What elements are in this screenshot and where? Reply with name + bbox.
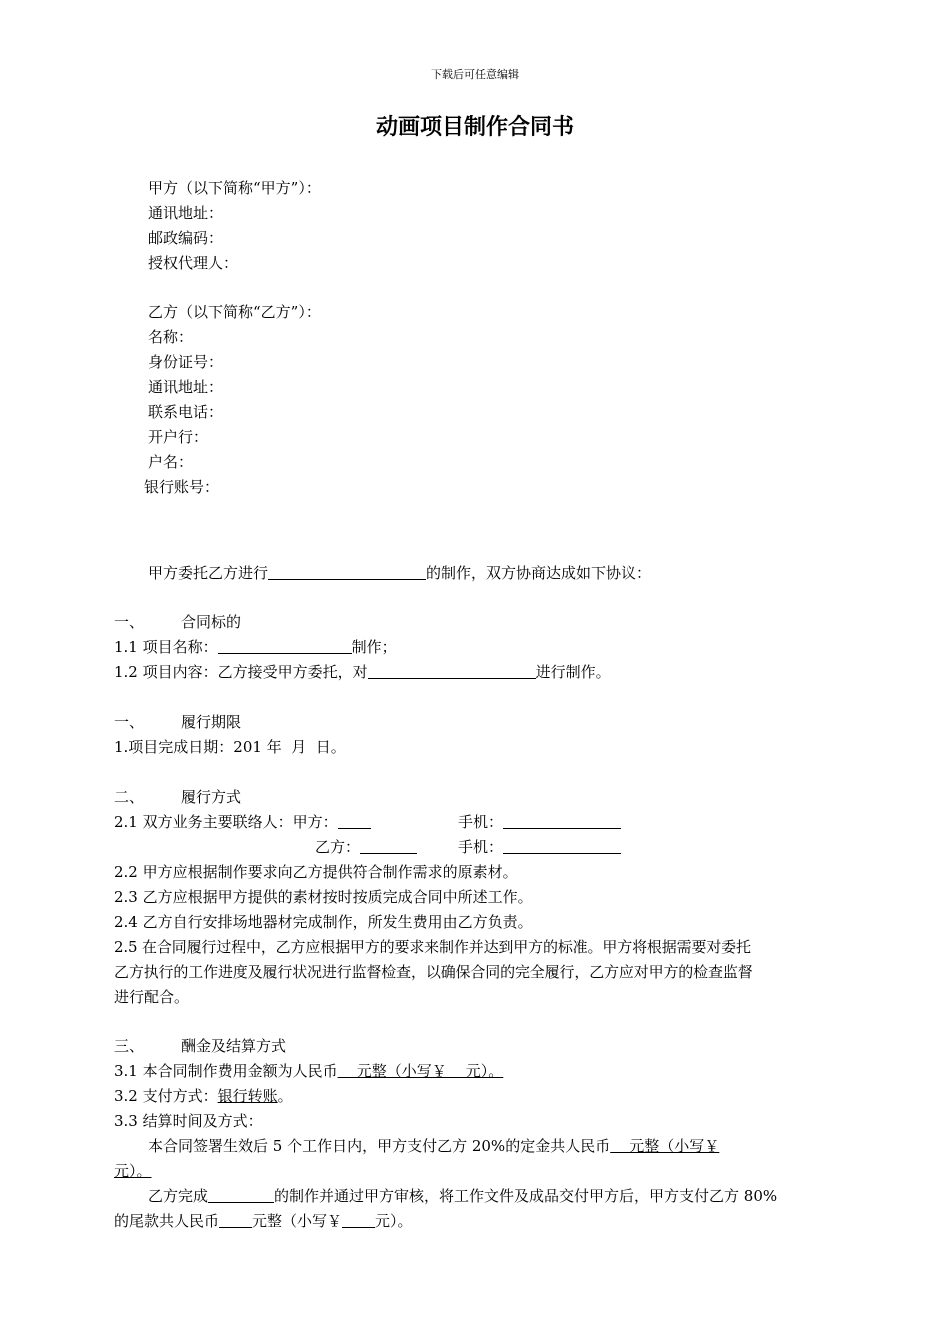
party-b-account-no: 银行账号： [144,478,220,496]
deposit-line2: 元）。 [114,1162,152,1180]
item-1-2: 1.2 项目内容：乙方接受甲方委托，对 进行制作。 [114,663,611,681]
party-b-bank: 开户行： [148,428,209,446]
final-line2: 的尾款共人民币 元整（小写￥ 元）。 [114,1212,413,1230]
party-b-address: 通讯地址： [148,378,224,396]
mobile-b-blank [503,839,621,854]
contact-b: 乙方： [315,837,417,857]
party-b-label: 乙方（以下简称“乙方”）： [148,303,321,321]
item-4-2: 3.2 支付方式：银行转账。 [114,1087,293,1105]
party-a-agent: 授权代理人： [148,254,239,272]
item-4-1: 3.1 本合同制作费用金额为人民币 元整（小写￥ 元）。 [114,1062,504,1080]
deliverable-blank [208,1188,274,1203]
section-2-heading: 履行期限 [181,713,242,731]
section-3-heading: 履行方式 [181,788,242,806]
section-4-heading: 酬金及结算方式 [181,1037,287,1055]
item-3-5-line3: 进行配合。 [114,988,190,1006]
document-title: 动画项目制作合同书 [375,115,574,140]
party-a-address: 通讯地址： [148,204,224,222]
final-line1: 乙方完成 的制作并通过甲方审核，将工作文件及成品交付甲方后，甲方支付乙方 80% [148,1187,778,1205]
party-b-account-name: 户名： [148,453,194,471]
party-b-name: 名称： [148,328,194,346]
header-note: 下载后可任意编辑 [431,68,519,81]
item-1-1: 1.1 项目名称： 制作； [114,638,397,656]
party-b-phone: 联系电话： [148,403,224,421]
final-amount-small-blank [342,1213,375,1228]
intro-line: 甲方委托乙方进行 的制作，双方协商达成如下协议： [148,564,652,582]
project-name-blank [218,639,352,654]
final-amount-blank [219,1213,252,1228]
item-3-5-line2: 乙方执行的工作进度及履行状况进行监督检查，以确保合同的完全履行，乙方应对甲方的检查监督 [114,963,753,981]
section-1-num: 一、 [114,613,145,631]
item-3-3: 2.3 乙方应根据甲方提供的素材按时按质完成合同中所述工作。 [114,888,533,906]
party-b-id: 身份证号： [148,353,224,371]
item-4-3: 3.3 结算时间及方式： [114,1112,263,1130]
project-content-blank [368,664,536,679]
party-a-label: 甲方（以下简称“甲方”）： [148,179,321,197]
contact-a-blank [338,814,371,829]
mobile-a: 手机： [458,812,621,832]
mobile-a-blank [503,814,621,829]
item-3-1: 2.1 双方业务主要联络人：甲方： [114,812,371,832]
section-4-num: 三、 [114,1037,145,1055]
item-3-5-line1: 2.5 在合同履行过程中，乙方应根据甲方的要求来制作并达到甲方的标准。甲方将根据需要对委托 [114,938,751,956]
deposit-line1: 本合同签署生效后 5 个工作日内，甲方支付乙方 20%的定金共人民币 元整（小写￥ [148,1137,720,1155]
item-2-1: 1.项目完成日期：201 年 月 日。 [114,738,346,756]
section-2-num: 一、 [114,713,145,731]
party-a-postcode: 邮政编码： [148,229,224,247]
project-blank [268,565,426,580]
section-3-num: 二、 [114,788,145,806]
mobile-b: 手机： [458,837,621,857]
item-3-2: 2.2 甲方应根据制作要求向乙方提供符合制作需求的原素材。 [114,863,518,881]
section-1-heading: 合同标的 [181,613,242,631]
item-3-4: 2.4 乙方自行安排场地器材完成制作，所发生费用由乙方负责。 [114,913,533,931]
contact-b-blank [360,839,417,854]
